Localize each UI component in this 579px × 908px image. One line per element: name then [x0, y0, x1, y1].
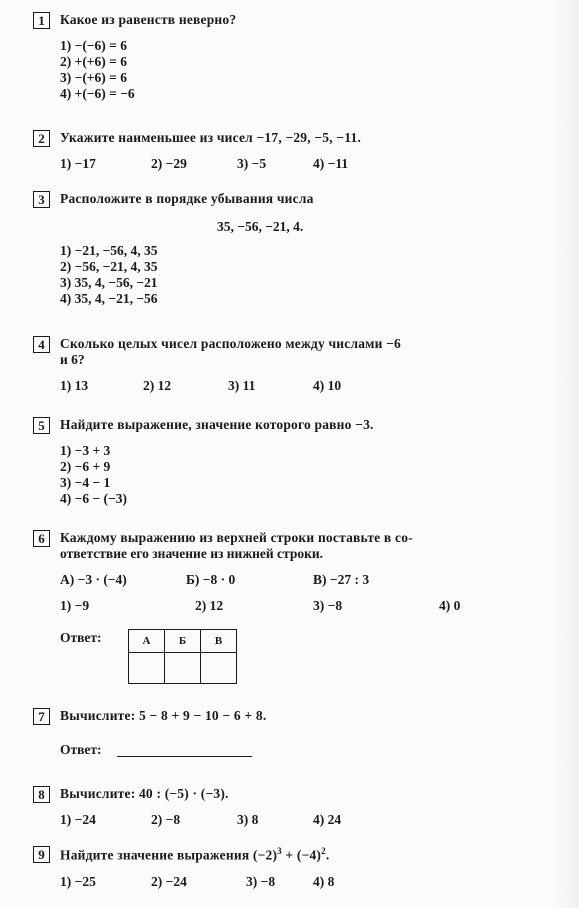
option: 4) −6 − (−3): [60, 491, 127, 506]
question-text: Вычислите: 5 − 8 + 9 − 10 − 6 + 8.: [60, 708, 267, 723]
question-number: 3: [33, 191, 50, 208]
question-text-part: + (−4): [281, 847, 322, 863]
question-text-line-2: ответствие его значение из нижней строки.: [60, 546, 324, 561]
value-option: 3) −8: [313, 598, 343, 613]
question-number: 7: [33, 708, 50, 725]
option: 4) −11: [313, 156, 349, 171]
option: 3) 11: [228, 378, 256, 393]
question-text-part: .: [325, 847, 330, 863]
question-text: Вычислите: 40 : (−5) · (−3).: [60, 786, 229, 801]
option: 2) −24: [151, 874, 187, 889]
option: 4) 24: [313, 812, 342, 827]
question-text-part: Найдите значение выражения (−2): [60, 847, 278, 863]
option: 2) −56, −21, 4, 35: [60, 259, 158, 274]
option: 1) −21, −56, 4, 35: [60, 243, 158, 258]
option: 2) +(+6) = 6: [60, 54, 127, 69]
answer-label: Ответ:: [60, 742, 102, 757]
option: 3) −4 − 1: [60, 475, 111, 490]
question-number: 5: [33, 417, 50, 434]
expression: В) −27 : 3: [313, 572, 370, 587]
exponent: 2: [321, 846, 326, 856]
question-2: [0, 130, 579, 171]
question-text: [60, 846, 329, 864]
value-option: 4) 0: [439, 598, 461, 613]
question-text: Сколько целых чисел расположено между числами −6: [60, 336, 401, 351]
question-number: 4: [33, 336, 50, 353]
option: 1) −25: [60, 874, 96, 889]
question-3: [0, 191, 579, 306]
question-4: [0, 336, 579, 393]
table-header-v: В: [201, 630, 237, 653]
option: 4) 8: [313, 874, 335, 889]
question-text: Найдите выражение, значение которого равно −3.: [60, 417, 374, 432]
option: 4) +(−6) = −6: [60, 86, 135, 101]
answer-cell-a[interactable]: [129, 653, 165, 684]
table-header-b: Б: [165, 630, 201, 653]
option: 4) 35, 4, −21, −56: [60, 291, 158, 306]
option: 3) −(+6) = 6: [60, 70, 127, 85]
question-number: 8: [33, 786, 50, 803]
question-number: 2: [33, 130, 50, 147]
question-1: [0, 12, 579, 101]
question-number: 9: [33, 846, 50, 863]
answer-label: Ответ:: [60, 630, 102, 645]
question-text: Расположите в порядке убывания числа: [60, 191, 314, 206]
expression: А) −3 · (−4): [60, 572, 127, 587]
question-text-line-2: и 6?: [60, 352, 85, 367]
option: 1) −3 + 3: [60, 443, 111, 458]
option: 3) −8: [246, 874, 276, 889]
option: 2) −6 + 9: [60, 459, 111, 474]
option: 1) −24: [60, 812, 96, 827]
question-text: Какое из равенств неверно?: [60, 12, 237, 27]
option: 2) −29: [151, 156, 187, 171]
option: 2) −8: [151, 812, 181, 827]
option: 1) −17: [60, 156, 96, 171]
question-8: [0, 786, 579, 827]
number-list: 35, −56, −21, 4.: [217, 219, 304, 234]
option: 4) 10: [313, 378, 342, 393]
option: 3) 8: [237, 812, 259, 827]
value-option: 2) 12: [195, 598, 224, 613]
answer-cell-v[interactable]: [201, 653, 237, 684]
option: 1) 13: [60, 378, 89, 393]
question-7: [0, 708, 579, 757]
option: 2) 12: [143, 378, 172, 393]
option: 1) −(−6) = 6: [60, 38, 127, 53]
expression: Б) −8 · 0: [186, 572, 236, 587]
option: 3) −5: [237, 156, 267, 171]
exponent: 3: [277, 846, 282, 856]
question-text: Укажите наименьшее из чисел −17, −29, −5, −11.: [60, 130, 362, 145]
table-header-a: А: [129, 630, 165, 653]
question-5: [0, 417, 579, 506]
answer-line[interactable]: [117, 756, 252, 757]
answer-table: [128, 629, 237, 684]
question-6: [0, 530, 579, 647]
option: 3) 35, 4, −56, −21: [60, 275, 158, 290]
question-9: [0, 846, 579, 889]
value-option: 1) −9: [60, 598, 90, 613]
question-number: 6: [33, 530, 50, 547]
page-edge-shadow: [551, 0, 579, 908]
question-number: 1: [33, 12, 50, 29]
question-text: Каждому выражению из верхней строки поставьте в со-: [60, 530, 413, 545]
answer-cell-b[interactable]: [165, 653, 201, 684]
